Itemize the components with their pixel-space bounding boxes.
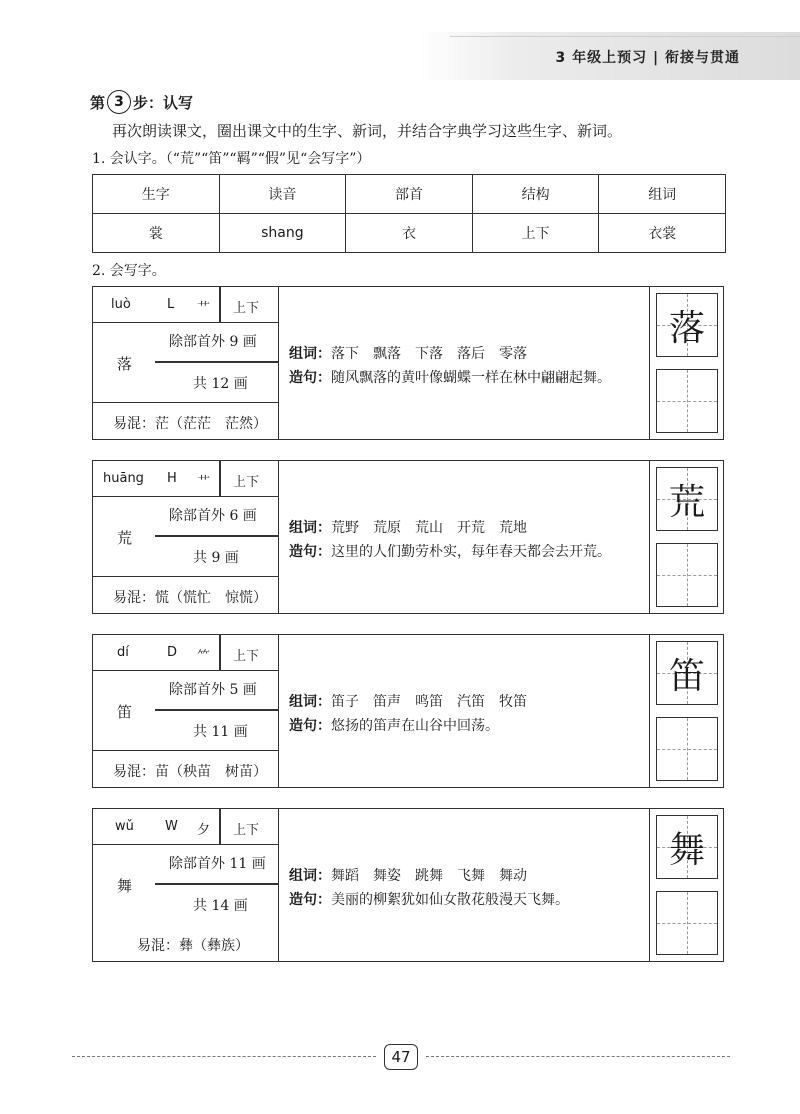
sentence: 随风飘落的黄叶像蝴蝶一样在林中翩翩起舞。	[331, 370, 611, 386]
example-sentence	[289, 889, 569, 909]
word-list	[289, 865, 527, 885]
strokes-total: 共 12 画	[193, 376, 248, 392]
confusable-chars: 易混：慌（慌忙 惊慌）	[113, 590, 267, 606]
index-letter: H	[167, 471, 177, 486]
writing-grid-column	[649, 635, 723, 787]
word-list	[289, 691, 527, 711]
model-char: 笛	[668, 655, 705, 697]
table-cell: 上下	[472, 214, 599, 253]
char-label: 荒	[117, 529, 133, 547]
example-sentence	[289, 715, 499, 735]
char-label: 舞	[117, 877, 133, 895]
stroke-info	[93, 497, 279, 577]
words: 舞蹈 舞姿 跳舞 飞舞 舞动	[331, 868, 527, 884]
char-card	[92, 634, 724, 788]
divider	[219, 635, 221, 670]
practice-grid[interactable]	[656, 717, 718, 781]
divider	[155, 709, 279, 711]
structure: 上下	[233, 475, 260, 490]
char-meta-row	[93, 635, 279, 671]
char-info	[93, 287, 279, 439]
char-label: 笛	[117, 703, 133, 721]
sentence-label: 造句：	[289, 370, 331, 386]
structure: 上下	[233, 649, 260, 664]
step-heading	[90, 90, 193, 114]
writing-grid-column	[649, 461, 723, 613]
divider	[219, 809, 221, 844]
words: 笛子 笛声 鸣笛 汽笛 牧笛	[331, 694, 527, 710]
divider	[155, 535, 279, 537]
radical: 艹	[197, 301, 211, 316]
strokes-total: 共 11 画	[193, 724, 248, 740]
index-letter: D	[167, 645, 178, 660]
header-cell: 部首	[346, 175, 473, 214]
sentence-label: 造句：	[289, 718, 331, 734]
footer-rule-right	[426, 1056, 730, 1057]
step-prefix: 第	[90, 93, 106, 112]
stroke-info	[93, 845, 279, 925]
sentence: 悠扬的笛声在山谷中回荡。	[331, 718, 499, 734]
char-meta-row	[93, 287, 279, 323]
confusable-chars: 易混：彝（彝族）	[137, 938, 249, 954]
sentence: 美丽的柳絮犹如仙女散花般漫天飞舞。	[331, 892, 569, 908]
radical: 艹	[197, 475, 211, 490]
table-cell: shang	[219, 214, 346, 253]
example-sentence	[289, 367, 611, 387]
step-number: 3	[107, 90, 131, 114]
structure: 上下	[233, 301, 260, 316]
char-card	[92, 460, 724, 614]
words-label: 组词：	[289, 868, 331, 884]
radical: 夕	[197, 823, 211, 838]
header-cell: 组词	[599, 175, 726, 214]
header-cell: 结构	[472, 175, 599, 214]
recognition-table	[92, 174, 726, 253]
strokes-outer: 除部首外 11 画	[169, 856, 266, 872]
words-label: 组词：	[289, 694, 331, 710]
char-card	[92, 808, 724, 962]
confusable-chars: 易混：苗（秧苗 树苗）	[113, 764, 267, 780]
practice-grid[interactable]	[656, 369, 718, 433]
char-card	[92, 286, 724, 440]
structure: 上下	[233, 823, 260, 838]
radical: ⺮	[197, 649, 211, 664]
model-char: 落	[668, 307, 705, 349]
confusable-chars: 易混：茫（茫茫 茫然）	[113, 416, 267, 432]
header-title: 3 年级上预习 | 衔接与贯通	[555, 50, 740, 66]
stroke-info	[93, 671, 279, 751]
intro-text: 再次朗读课文，圈出课文中的生字、新词，并结合字典学习这些生字、新词。	[112, 122, 623, 140]
practice-grid[interactable]	[656, 891, 718, 955]
char-info	[93, 461, 279, 613]
model-char: 舞	[668, 829, 705, 871]
sentence-label: 造句：	[289, 892, 331, 908]
section2-title: 2. 会写字。	[92, 263, 166, 279]
divider	[155, 361, 279, 363]
table-cell: 衣	[346, 214, 473, 253]
table-cell: 裳	[93, 214, 220, 253]
model-char: 荒	[668, 481, 705, 523]
divider	[219, 461, 221, 496]
writing-grid-column	[649, 809, 723, 961]
page-number: 47	[384, 1044, 418, 1070]
char-info	[93, 809, 279, 961]
pinyin: huāng	[103, 471, 144, 486]
example-sentence	[289, 541, 611, 561]
table-cell: 衣裳	[599, 214, 726, 253]
footer-rule-left	[72, 1056, 376, 1057]
strokes-total: 共 14 画	[193, 898, 248, 914]
step-suffix: 步：认写	[133, 93, 194, 112]
header-cell: 读音	[219, 175, 346, 214]
strokes-outer: 除部首外 9 画	[169, 334, 257, 350]
pinyin: dí	[117, 645, 129, 660]
sentence: 这里的人们勤劳朴实，每年春天都会去开荒。	[331, 544, 611, 560]
word-list	[289, 343, 527, 363]
model-grid	[656, 641, 718, 705]
model-grid	[656, 293, 718, 357]
strokes-outer: 除部首外 5 画	[169, 682, 257, 698]
words: 荒野 荒原 荒山 开荒 荒地	[331, 520, 527, 536]
sentence-label: 造句：	[289, 544, 331, 560]
words-label: 组词：	[289, 520, 331, 536]
strokes-outer: 除部首外 6 画	[169, 508, 257, 524]
char-label: 落	[117, 355, 133, 373]
writing-grid-column	[649, 287, 723, 439]
divider	[155, 883, 279, 885]
words: 落下 飘落 下落 落后 零落	[331, 346, 527, 362]
index-letter: W	[165, 819, 178, 834]
pinyin: wǔ	[115, 819, 134, 834]
model-grid	[656, 467, 718, 531]
word-list	[289, 517, 527, 537]
char-meta-row	[93, 461, 279, 497]
char-meta-row	[93, 809, 279, 845]
section1-title: 1. 会认字。（“荒”“笛”“羁”“假”见“会写字”）	[92, 151, 371, 167]
header-cell: 生字	[93, 175, 220, 214]
words-label: 组词：	[289, 346, 331, 362]
table-header-row	[93, 175, 726, 214]
pinyin: luò	[111, 297, 131, 312]
practice-grid[interactable]	[656, 543, 718, 607]
model-grid	[656, 815, 718, 879]
table-row	[93, 214, 726, 253]
divider	[219, 287, 221, 322]
stroke-info	[93, 323, 279, 403]
index-letter: L	[167, 297, 175, 312]
char-info	[93, 635, 279, 787]
strokes-total: 共 9 画	[193, 550, 239, 566]
